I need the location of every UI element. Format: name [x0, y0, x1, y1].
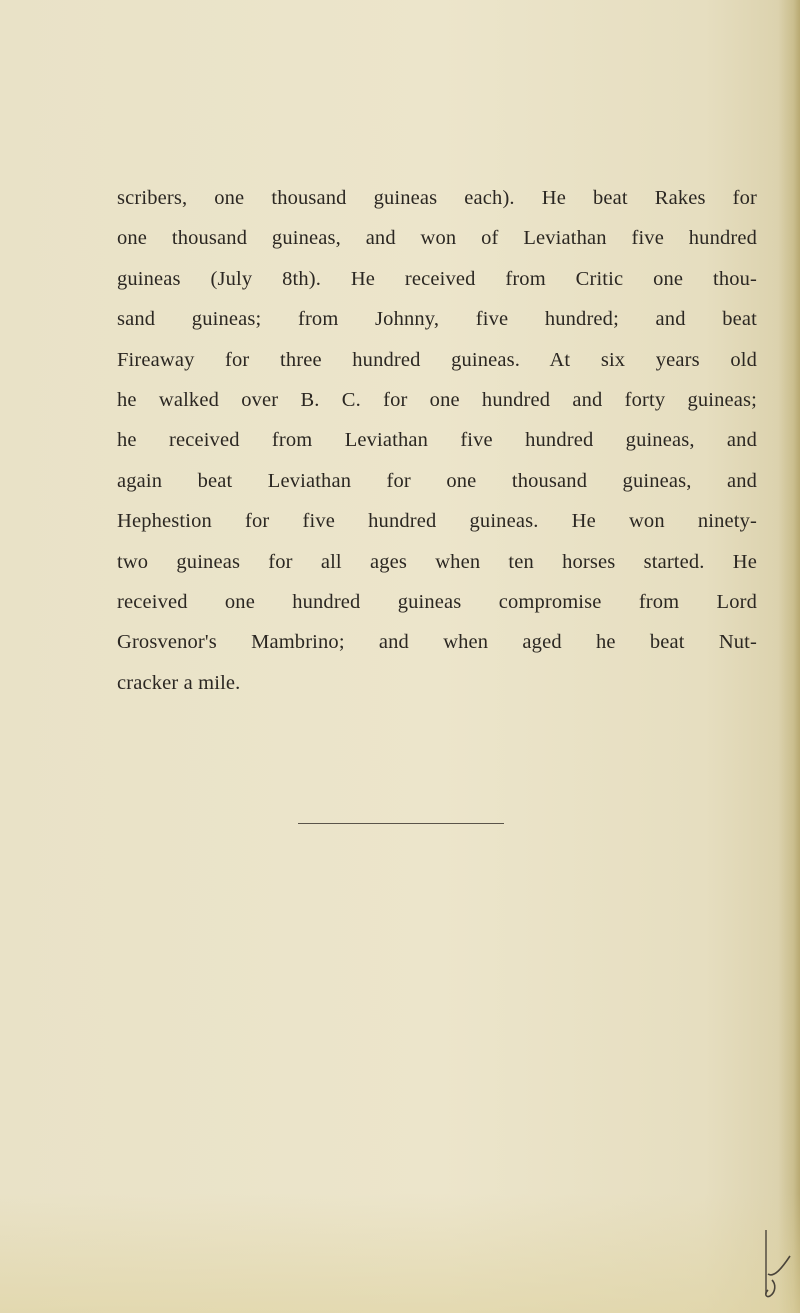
text-line-3: guineas (July 8th). He received from Critic one thou- [117, 267, 757, 290]
text-line-4: sand guineas; from Johnny, five hundred; and beat [117, 308, 757, 331]
text-line-11: received one hundred guineas compromise from Lord [117, 591, 757, 614]
page-stain [0, 1193, 800, 1313]
body-paragraph [117, 178, 757, 703]
page-edge-shadow [778, 0, 800, 1313]
text-line-10: two guineas for all ages when ten horses started. He [117, 550, 757, 573]
text-line-5: Fireaway for three hundred guineas. At six years old [117, 348, 757, 371]
text-line-1: scribers, one thousand guineas each). He beat Rakes for [117, 187, 757, 209]
section-divider [298, 823, 504, 824]
pencil-mark [762, 1228, 794, 1300]
text-line-2: one thousand guineas, and won of Leviathan five hundred [117, 227, 757, 250]
text-line-8: again beat Leviathan for one thousand guineas, and [117, 469, 757, 492]
text-line-6: he walked over B. C. for one hundred and forty guineas; [117, 389, 757, 412]
text-line-13: cracker a mile. [117, 671, 241, 694]
text-line-7: he received from Leviathan five hundred guineas, and [117, 429, 757, 452]
text-line-12: Grosvenor's Mambrino; and when aged he beat Nut- [117, 631, 757, 654]
text-line-9: Hephestion for five hundred guineas. He won ninety- [117, 510, 757, 533]
